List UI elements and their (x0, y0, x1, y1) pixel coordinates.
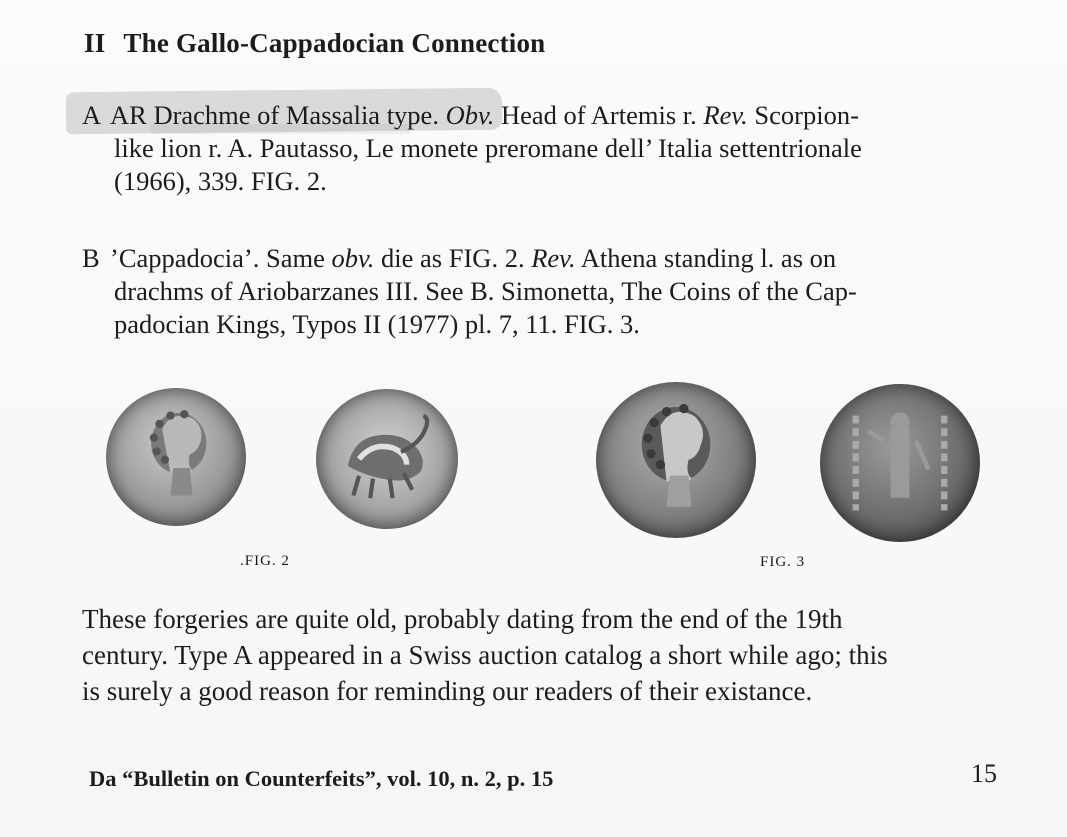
catalog-entry-b (82, 242, 1002, 341)
entry-a-line-3: (1966), 339. FIG. 2. (114, 166, 327, 196)
reverse-abbrev: Rev. (703, 100, 748, 130)
obverse-abbrev: obv. (331, 243, 375, 273)
coin-fig3-obverse-image (596, 382, 756, 538)
paragraph-line: century. Type A appeared in a Swiss auction catalog a short while ago; this (82, 640, 888, 670)
entry-b-text: die as FIG. 2. (374, 243, 532, 273)
figure-2-caption: .FIG. 2 (240, 553, 290, 569)
entry-b-text: ’Cappadocia’. Same (110, 243, 332, 273)
coin-fig3-reverse-image (820, 384, 980, 542)
source-citation: Da “Bulletin on Counterfeits”, vol. 10, n. 2, p. 15 (89, 766, 554, 791)
athena-standing-icon (820, 384, 980, 542)
entry-a-label: A (82, 100, 102, 130)
coin-fig2-reverse-image (316, 389, 458, 529)
section-heading (84, 28, 545, 59)
obverse-abbrev: Obv. (445, 100, 495, 130)
artemis-head-icon (596, 382, 756, 538)
artemis-head-icon (106, 388, 246, 526)
entry-a-text: Head of Artemis r. (494, 100, 704, 130)
coin-fig2-obverse-image (106, 388, 246, 526)
entry-b-line-1 (82, 242, 1002, 275)
entry-a-line-1 (82, 99, 1002, 132)
paragraph-line: is surely a good reason for reminding our readers of their existance. (82, 676, 813, 706)
entry-b-line-2: drachms of Ariobarzanes III. See B. Simonetta, The Coins of the Cap- (114, 276, 857, 306)
entry-b-text: Athena standing l. as on (575, 243, 837, 273)
paragraph-line: These forgeries are quite old, probably dating from the end of the 19th (82, 604, 843, 634)
entry-b-label: B (82, 243, 100, 273)
closing-paragraph (82, 601, 1012, 709)
scorpion-lion-icon (316, 389, 458, 529)
page-number: 15 (971, 759, 997, 788)
entry-a-text: Scorpion- (747, 100, 859, 130)
entry-b-line-3: padocian Kings, Typos II (1977) pl. 7, 11. FIG. 3. (114, 309, 640, 339)
reverse-abbrev: Rev. (531, 243, 576, 273)
figure-3-caption: FIG. 3 (760, 554, 806, 570)
section-number: II (84, 28, 106, 58)
entry-a-text: AR Drachme of Massalia type. (110, 100, 446, 130)
catalog-entry-a (82, 99, 1002, 198)
entry-a-line-2: like lion r. A. Pautasso, Le monete preromane dell’ Italia settentrionale (114, 133, 862, 163)
section-title: The Gallo-Cappadocian Connection (123, 28, 546, 58)
